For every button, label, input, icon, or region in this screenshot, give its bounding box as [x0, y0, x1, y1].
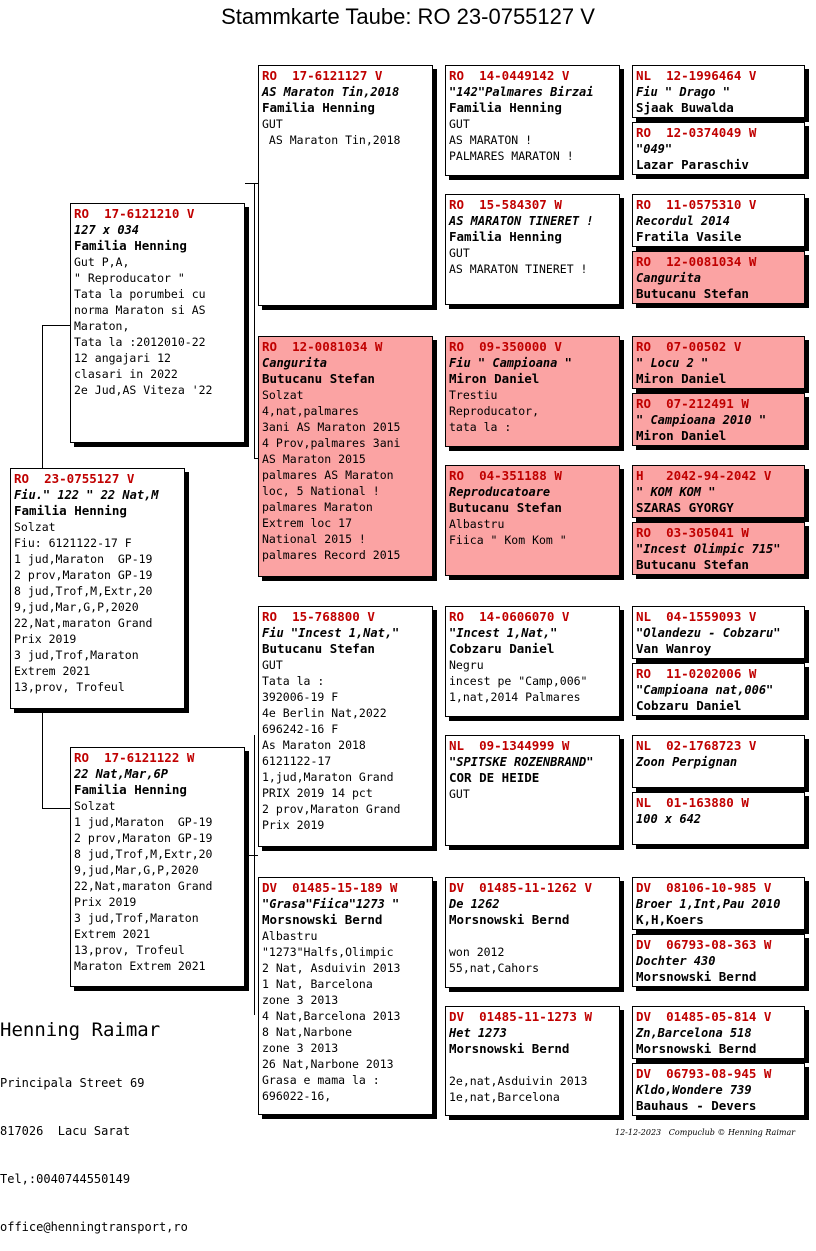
owner-name: Butucanu Stefan: [262, 371, 375, 386]
connector: [42, 325, 70, 326]
connector: [254, 735, 255, 1015]
pigeon-name: "Grasa"Fiica"1273 ": [262, 897, 400, 911]
owner-name: Morsnowski Bernd: [262, 912, 383, 927]
pigeon-card-ancestor: [632, 934, 805, 987]
pigeon-name: Reproducatoare: [449, 485, 551, 499]
pigeon-card-great-grandparent: [445, 336, 620, 447]
pigeon-name: "Incest Olimpic 715": [636, 542, 781, 556]
owner-name: Butucanu Stefan: [636, 557, 749, 572]
pigeon-card-ancestor: [632, 336, 805, 389]
pigeon-name: " Campioana 2010 ": [636, 413, 767, 427]
pigeon-name: 22 Nat,Mar,6P: [74, 767, 168, 781]
owner-name: Bauhaus - Devers: [636, 1098, 757, 1113]
pigeon-card-great-grandparent: [445, 194, 620, 305]
connector: [42, 325, 43, 470]
ring-number: RO 12-0081034 W: [262, 339, 383, 354]
pigeon-card-ancestor: [632, 122, 805, 175]
owner-name: Sjaak Buwalda: [636, 100, 734, 115]
pigeon-card-ancestor: [632, 465, 805, 518]
owner-name: Butucanu Stefan: [262, 641, 375, 656]
pigeon-name: Cangurita: [636, 271, 702, 285]
pigeon-name: " KOM KOM ": [636, 485, 716, 499]
owner-name: Butucanu Stefan: [636, 286, 749, 301]
owner-name: Morsnowski Bernd: [449, 1041, 570, 1056]
pigeon-name: AS MARATON TINERET !: [449, 214, 594, 228]
pigeon-notes: GUT: [449, 787, 470, 801]
ring-number: RO 07-00502 V: [636, 339, 742, 354]
pigeon-notes: Albastru "1273"Halfs,Olimpic 2 Nat, Asduivin 2013 1 Nat, Barcelona zone 3 2013 4 Nat,Barcelona 2013 8 Nat,Narbone zone 3 2013 26 Nat,Narbone 2013 Grasa e mama la : 696022-16,: [262, 929, 401, 1103]
ring-number: RO 07-212491 W: [636, 396, 749, 411]
pigeon-card-great-grandparent: [445, 65, 620, 176]
pigeon-notes: Negru incest pe "Camp,006" 1,nat,2014 Palmares: [449, 658, 588, 704]
ring-number: RO 15-584307 W: [449, 197, 562, 212]
ring-number: DV 01485-11-1262 V: [449, 880, 592, 895]
pigeon-card-dam: [70, 747, 245, 987]
breeder-address: [0, 1043, 188, 1251]
pigeon-name: "Olandezu - Cobzaru": [636, 626, 781, 640]
owner-name: Familia Henning: [449, 229, 562, 244]
pigeon-card-grandparent: [258, 606, 433, 847]
ring-number: RO 17-6121122 W: [74, 750, 195, 765]
pigeon-name: "SPITSKE ROZENBRAND": [449, 755, 594, 769]
owner-name: Miron Daniel: [636, 428, 727, 443]
pigeon-name: Fiu "Incest 1,Nat,": [262, 626, 400, 640]
connector: [42, 808, 70, 809]
pigeon-card-great-grandparent: [445, 606, 620, 717]
ring-number: DV 01485-05-814 V: [636, 1009, 772, 1024]
pigeon-card-great-grandparent: [445, 735, 620, 846]
pigeon-card-sire: [70, 203, 245, 443]
owner-name: SZARAS GYORGY: [636, 500, 734, 515]
owner-name: Familia Henning: [74, 782, 187, 797]
ring-number: DV 01485-15-189 W: [262, 880, 398, 895]
owner-name: K,H,Koers: [636, 912, 704, 927]
ring-number: RO 03-305041 W: [636, 525, 749, 540]
pigeon-name: Cangurita: [262, 356, 328, 370]
pigeon-name: 127 x 034: [74, 223, 140, 237]
address-street: Principala Street 69: [0, 1076, 145, 1090]
owner-name: Familia Henning: [74, 238, 187, 253]
pigeon-name: AS Maraton Tin,2018: [262, 85, 400, 99]
pigeon-card-ancestor: [632, 522, 805, 575]
ring-number: NL 12-1996464 V: [636, 68, 757, 83]
pigeon-name: Kldo,Wondere 739: [636, 1083, 752, 1097]
pigeon-name: " Locu 2 ": [636, 356, 709, 370]
ring-number: H 2042-94-2042 V: [636, 468, 772, 483]
pigeon-name: Fiu " Campioana ": [449, 356, 572, 370]
owner-name: Cobzaru Daniel: [636, 698, 742, 713]
pigeon-name: Zn,Barcelona 518: [636, 1026, 752, 1040]
ring-number: RO 17-6121210 V: [74, 206, 195, 221]
owner-name: Familia Henning: [262, 100, 375, 115]
page-title: Stammkarte Taube: RO 23-0755127 V: [221, 4, 595, 29]
ring-number: NL 09-1344999 W: [449, 738, 570, 753]
pigeon-card-ancestor: [632, 251, 805, 304]
pigeon-name: Dochter 430: [636, 954, 716, 968]
ring-number: RO 09-350000 V: [449, 339, 562, 354]
breeder-name: Henning Raimar: [0, 1019, 161, 1041]
pigeon-notes: Solzat Fiu: 6121122-17 F 1 jud,Maraton GP-19 2 prov,Maraton GP-19 8 jud,Trof,M,Extr,20 9,jud,Mar,G,P,2020 22,Nat,maraton Grand Prix 2019 3 jud,Trof,Maraton Extrem 2021 13,prov, Trofeul: [14, 520, 153, 694]
owner-name: Familia Henning: [449, 100, 562, 115]
owner-name: Fratila Vasile: [636, 229, 742, 244]
owner-name: Butucanu Stefan: [449, 500, 562, 515]
pigeon-card-ancestor: [632, 1006, 805, 1059]
pigeon-card-grandparent: [258, 65, 433, 306]
pigeon-name: "049": [636, 142, 673, 156]
ring-number: RO 12-0081034 W: [636, 254, 757, 269]
ring-number: RO 23-0755127 V: [14, 471, 135, 486]
pigeon-card-ancestor: [632, 393, 805, 446]
ring-number: RO 11-0202006 W: [636, 666, 757, 681]
ring-number: DV 06793-08-945 W: [636, 1066, 772, 1081]
ring-number: RO 11-0575310 V: [636, 197, 757, 212]
pigeon-notes: Trestiu Reproducator, tata la :: [449, 388, 540, 434]
pigeon-name: Het 1273: [449, 1026, 507, 1040]
pigeon-notes: Solzat 1 jud,Maraton GP-19 2 prov,Maraton GP-19 8 jud,Trof,M,Extr,20 9,jud,Mar,G,P,2020 22,Nat,maraton Grand Prix 2019 3 jud,Trof,Maraton Extrem 2021 13,prov, Trofeul Maraton Extrem 2021: [74, 799, 213, 973]
print-stamp: 12-12-2023 Compuclub © Henning Raimar: [615, 1128, 796, 1137]
pigeon-name: Broer 1,Int,Pau 2010: [636, 897, 781, 911]
owner-name: Miron Daniel: [449, 371, 540, 386]
ring-number: RO 12-0374049 W: [636, 125, 757, 140]
pigeon-card-ancestor: [632, 735, 805, 788]
owner-name: Cobzaru Daniel: [449, 641, 555, 656]
ring-number: DV 06793-08-363 W: [636, 937, 772, 952]
pigeon-card-main: [10, 468, 185, 709]
connector: [245, 183, 258, 184]
ring-number: NL 02-1768723 V: [636, 738, 757, 753]
phone-number: Tel,:0040744550149: [0, 1172, 131, 1186]
owner-name: Lazar Paraschiv: [636, 157, 749, 172]
ring-number: DV 01485-11-1273 W: [449, 1009, 592, 1024]
owner-name: Morsnowski Bernd: [636, 1041, 757, 1056]
pigeon-card-great-grandparent: [445, 1006, 620, 1116]
pigeon-card-grandparent: [258, 336, 433, 577]
pigeon-card-ancestor: [632, 606, 805, 659]
pigeon-card-ancestor: [632, 792, 805, 845]
pigeon-notes: won 2012 55,nat,Cahors: [449, 945, 540, 975]
pigeon-card-ancestor: [632, 65, 805, 118]
ring-number: RO 14-0449142 V: [449, 68, 570, 83]
pigeon-name: "142"Palmares Birzai: [449, 85, 594, 99]
owner-name: Van Wanroy: [636, 641, 712, 656]
connector: [254, 183, 255, 458]
pigeon-notes: GUT Tata la : 392006-19 F 4e Berlin Nat,2022 696242-16 F As Maraton 2018 6121122-17 1,jud,Maraton Grand PRIX 2019 14 pct 2 prov,Maraton Grand Prix 2019: [262, 658, 401, 832]
owner-name: Morsnowski Bernd: [636, 969, 757, 984]
pigeon-card-ancestor: [632, 877, 805, 930]
ring-number: RO 04-351188 W: [449, 468, 562, 483]
pigeon-card-ancestor: [632, 194, 805, 247]
pigeon-name: Recordul 2014: [636, 214, 730, 228]
pigeon-notes: Solzat 4,nat,palmares 3ani AS Maraton 2015 4 Prov,palmares 3ani AS Maraton 2015 palmares AS Maraton loc, 5 National ! palmares Maraton Extrem loc 17 National 2015 ! palmares Record 2015: [262, 388, 401, 562]
pigeon-name: "Incest 1,Nat,": [449, 626, 558, 640]
pigeon-card-great-grandparent: [445, 465, 620, 576]
pigeon-name: De 1262: [449, 897, 500, 911]
ring-number: RO 15-768800 V: [262, 609, 375, 624]
pigeon-card-ancestor: [632, 1063, 805, 1116]
connector: [42, 709, 43, 808]
owner-name: Familia Henning: [14, 503, 127, 518]
connector: [245, 855, 258, 856]
pigeon-name: 100 x 642: [636, 812, 702, 826]
ring-number: DV 08106-10-985 V: [636, 880, 772, 895]
pigeon-notes: GUT AS MARATON ! PALMARES MARATON !: [449, 117, 574, 163]
ring-number: RO 17-6121127 V: [262, 68, 383, 83]
pigeon-notes: Gut P,A, " Reproducator " Tata la porumbei cu norma Maraton si AS Maraton, Tata la :2012010-22 12 angajari 12 clasari in 2022 2e Jud,AS Viteza '22: [74, 255, 213, 397]
email-address: office@henningtransport,ro: [0, 1220, 188, 1234]
pigeon-name: "Campioana nat,006": [636, 683, 774, 697]
ring-number: RO 14-0606070 V: [449, 609, 570, 624]
pigeon-notes: 2e,nat,Asduivin 2013 1e,nat,Barcelona: [449, 1074, 588, 1104]
pigeon-card-ancestor: [632, 663, 805, 716]
pigeon-name: Fiu " Drago ": [636, 85, 730, 99]
pigeon-name: Fiu." 122 " 22 Nat,M: [14, 488, 159, 502]
owner-name: Morsnowski Bernd: [449, 912, 570, 927]
pigeon-notes: Albastru Fiica " Kom Kom ": [449, 517, 567, 547]
pigeon-name: Zoon Perpignan: [636, 755, 738, 769]
address-city: 817026 Lacu Sarat: [0, 1124, 131, 1138]
ring-number: NL 01-163880 W: [636, 795, 749, 810]
pigeon-notes: GUT AS Maraton Tin,2018: [262, 117, 401, 147]
pigeon-card-great-grandparent: [445, 877, 620, 988]
owner-name: COR DE HEIDE: [449, 770, 540, 785]
pigeon-notes: GUT AS MARATON TINERET !: [449, 246, 588, 276]
owner-name: Miron Daniel: [636, 371, 727, 386]
ring-number: NL 04-1559093 V: [636, 609, 757, 624]
pigeon-card-grandparent: [258, 877, 433, 1115]
